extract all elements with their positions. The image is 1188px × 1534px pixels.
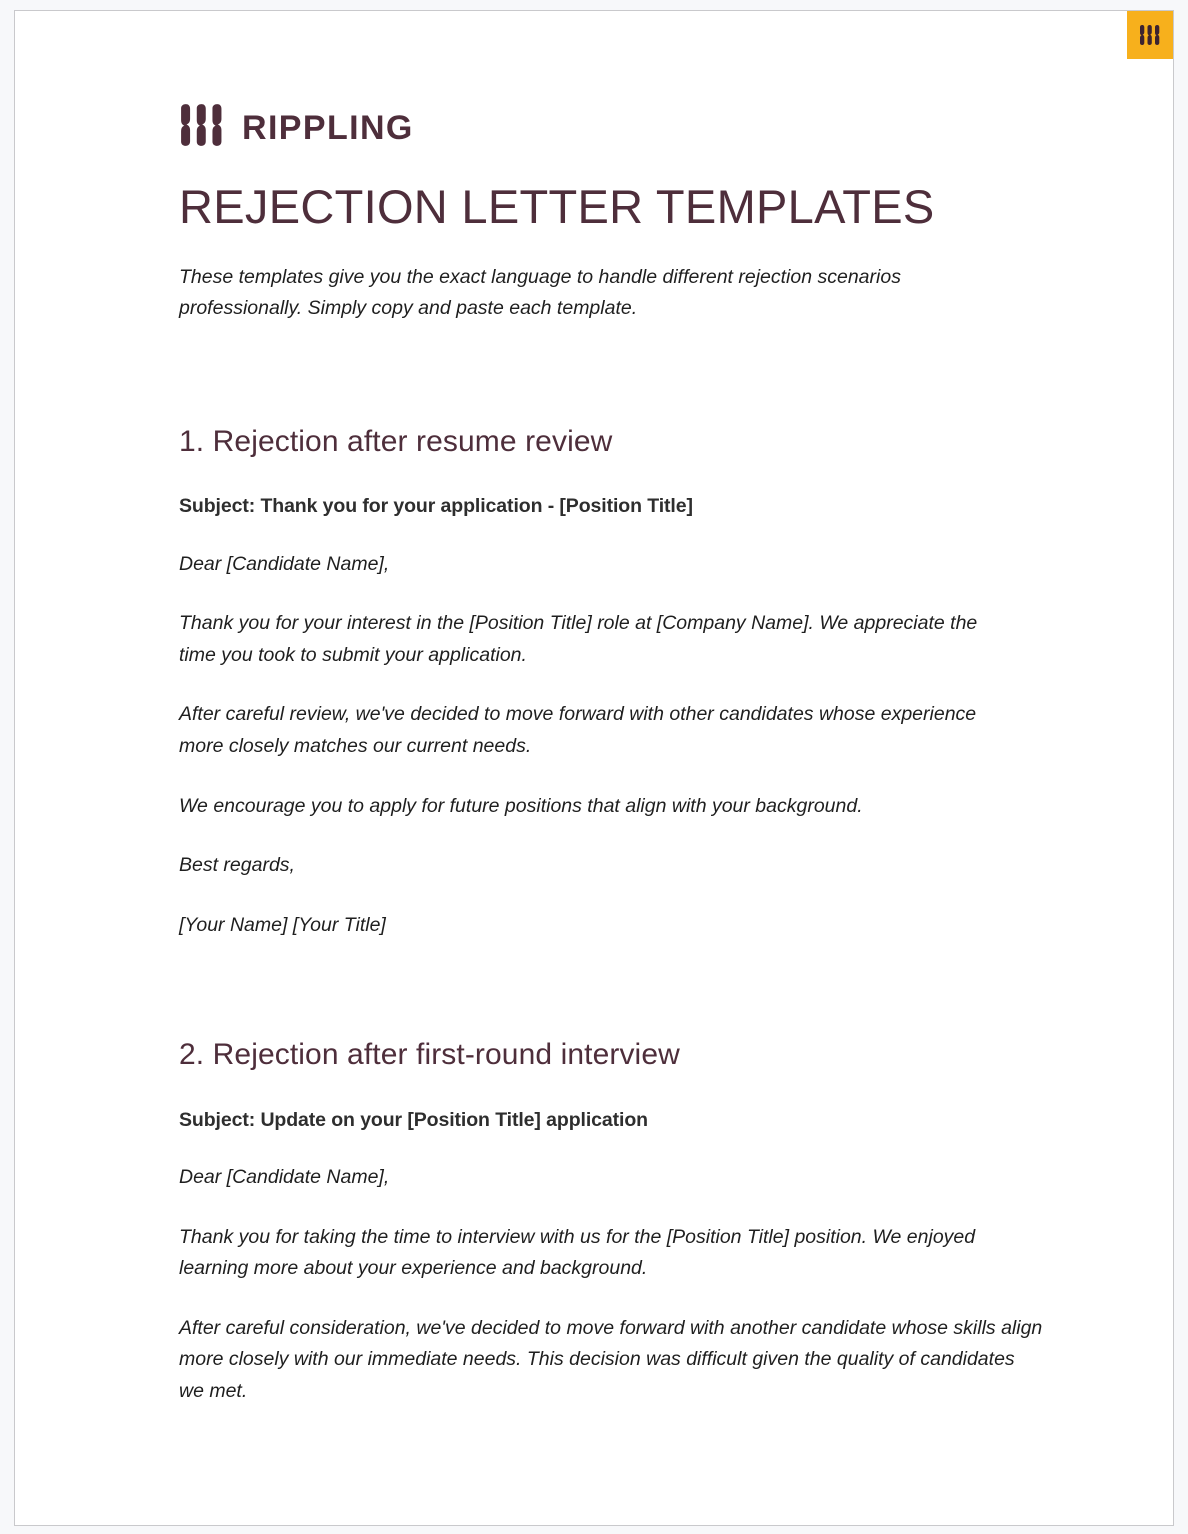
section-heading: 1. Rejection after resume review [179, 424, 613, 458]
page-title: REJECTION LETTER TEMPLATES [179, 180, 935, 233]
template-section-2 [179, 1036, 1059, 1407]
section-paragraph: Dear [Candidate Name], [179, 1166, 390, 1189]
section-subject-line: Subject: Thank you for your application - [Position Title] [179, 495, 693, 518]
rippling-wordmark: RIPPLING [242, 108, 414, 147]
rippling-corner-badge [1127, 11, 1173, 59]
document-page [14, 10, 1174, 1526]
section-subject-line: Subject: Update on your [Position Title] application [179, 1108, 648, 1131]
section-paragraph: After careful consideration, we've decided to move forward with another candidate whose skills align more closely with our immediate needs. This decision was difficult given the quality of candidates we met. [179, 1316, 1043, 1403]
section-paragraph: Thank you for your interest in the [Position Title] role at [Company Name]. We appreciate the time you took to submit your application. [179, 612, 978, 666]
section-paragraph: Thank you for taking the time to interview with us for the [Position Title] position. We enjoyed learning more about your experience and background. [179, 1225, 976, 1280]
rippling-logo [179, 104, 1059, 151]
section-signature: [Your Name] [Your Title] [179, 913, 386, 936]
template-section-1 [179, 423, 1059, 941]
section-paragraph: After careful review, we've decided to move forward with other candidates whose experience more closely matches our current needs. [179, 703, 977, 758]
section-heading: 2. Rejection after first-round interview [179, 1038, 680, 1072]
document-content [179, 11, 1059, 1408]
rippling-ripple-mark-icon [179, 104, 225, 151]
rippling-ripple-mark-icon [1139, 25, 1161, 45]
section-signoff: Best regards, [179, 854, 295, 877]
section-paragraph: We encourage you to apply for future positions that align with your background. [179, 794, 863, 817]
section-paragraph: Dear [Candidate Name], [179, 552, 390, 575]
intro-paragraph: These templates give you the exact language to handle different rejection scenarios professionally. Simply copy and paste each template. [179, 265, 901, 320]
